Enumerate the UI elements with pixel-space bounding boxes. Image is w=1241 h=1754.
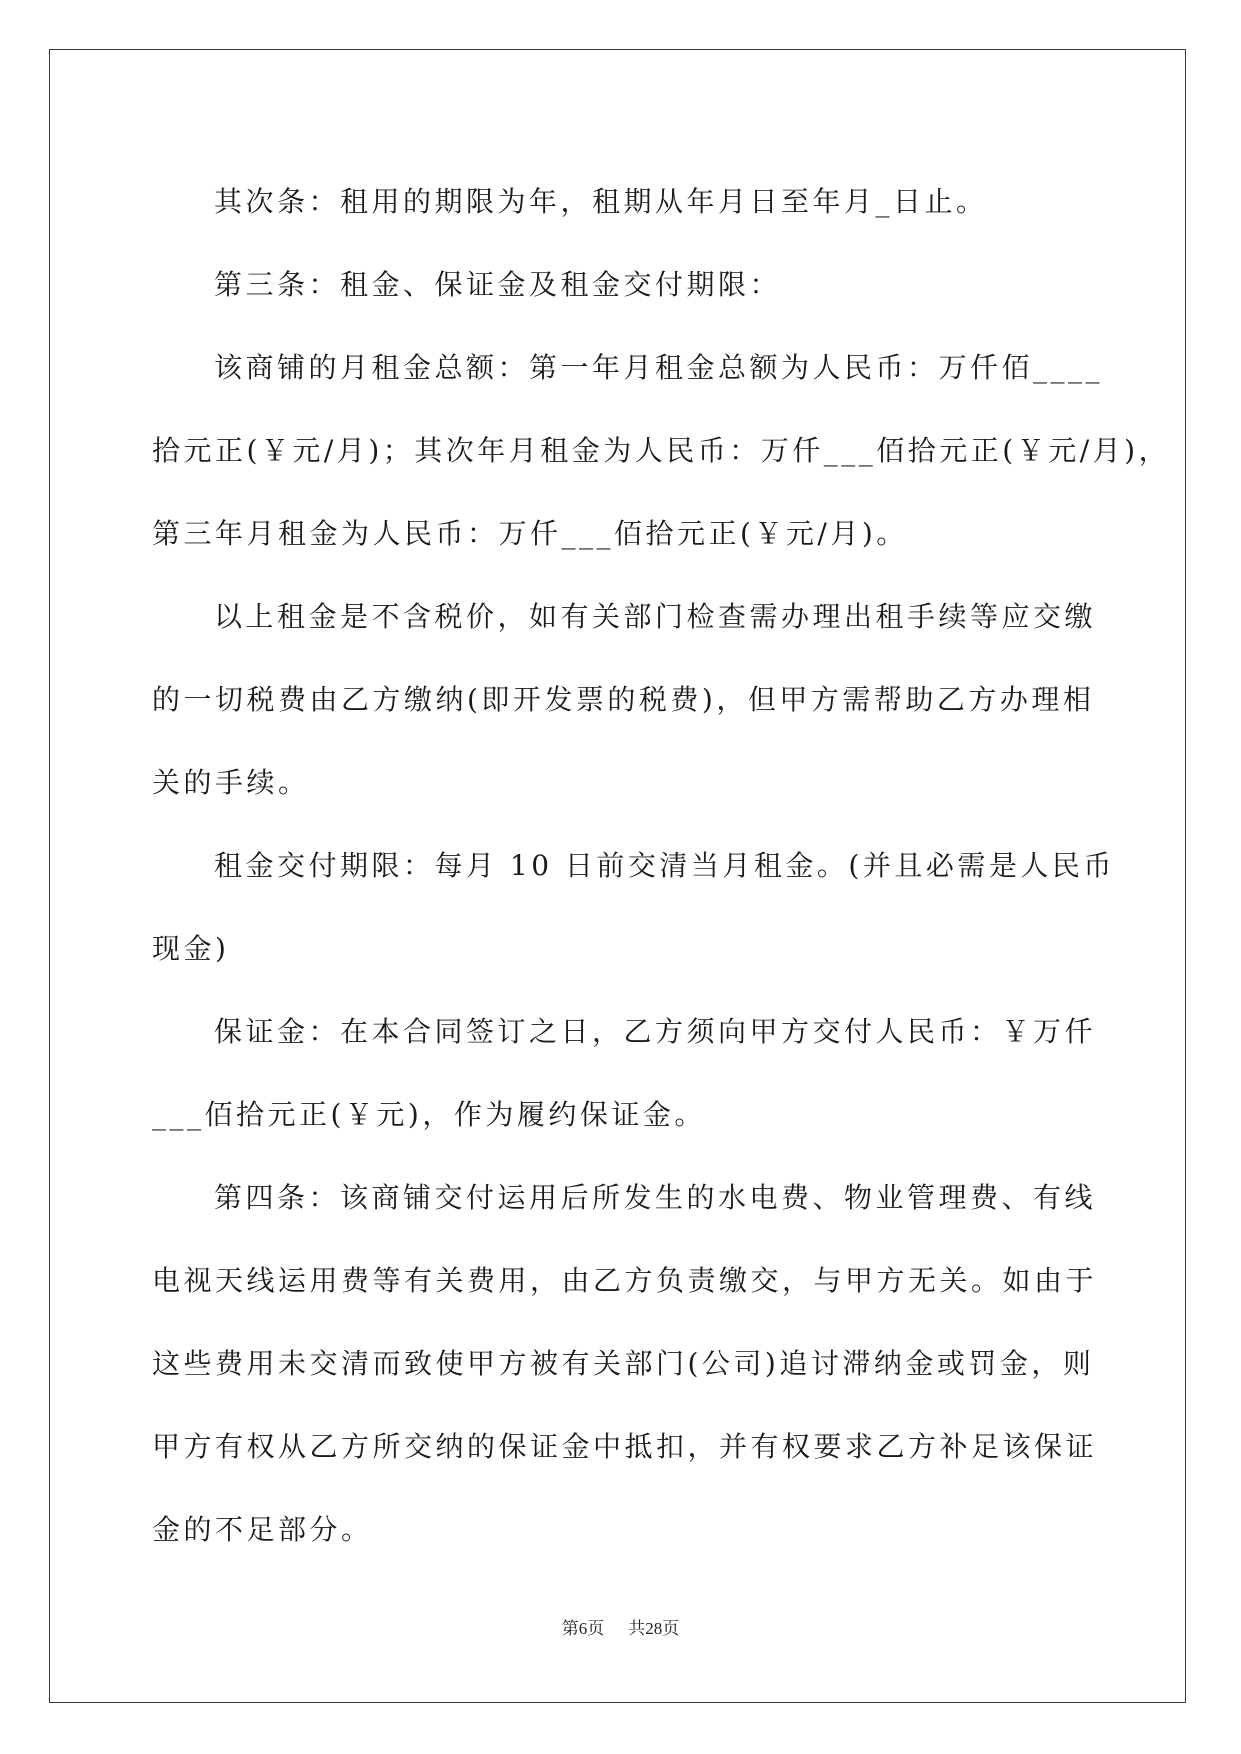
text-line: 该商铺的月租金总额：第一年月租金总额为人民币：万仟佰____ [214, 351, 1104, 384]
text-line: 金的不足部分。 [152, 1513, 373, 1546]
paragraph-article-three-heading [152, 243, 1087, 326]
text-line: 电视天线运用费等有关费用，由乙方负责缴交，与甲方无关。如由于 [152, 1264, 1098, 1297]
text-line: 保证金：在本合同签订之日，乙方须向甲方交付人民币：￥万仟 [214, 1015, 1097, 1048]
paragraph-lease-term [152, 160, 1087, 243]
text-line: 现金) [152, 932, 230, 965]
text-line: 其次条：租用的期限为年，租期从年月日至年月_日止。 [214, 185, 988, 218]
text-line: 这些费用未交清而致使甲方被有关部门(公司)追讨滞纳金或罚金，则 [152, 1347, 1095, 1380]
document-body [152, 160, 1171, 1571]
paragraph-monthly-rent [152, 326, 1171, 575]
text-line: 拾元正(￥元/月)；其次年月租金为人民币：万仟___佰拾元正(￥元/月)， [152, 434, 1171, 467]
text-line: ___佰拾元正(￥元)，作为履约保证金。 [152, 1098, 706, 1131]
text-line: 的一切税费由乙方缴纳(即开发票的税费)，但甲方需帮助乙方办理相 [152, 683, 1095, 716]
text-line: 关的手续。 [152, 766, 310, 799]
paragraph-tax-note [152, 575, 1097, 824]
text-line: 第三年月租金为人民币：万仟___佰拾元正(￥元/月)。 [152, 517, 908, 550]
page-number-current: 第6页 [561, 1619, 605, 1638]
paragraph-deposit [152, 990, 1097, 1156]
page-footer [0, 1614, 1241, 1639]
paragraph-article-four [152, 1156, 1098, 1571]
text-line: 第三条：租金、保证金及租金交付期限： [214, 268, 782, 301]
text-line: 甲方有权从乙方所交纳的保证金中抵扣，并有权要求乙方补足该保证 [152, 1430, 1098, 1463]
text-line: 第四条：该商铺交付运用后所发生的水电费、物业管理费、有线 [214, 1181, 1097, 1214]
page-number-total: 共28页 [628, 1619, 680, 1638]
paragraph-payment-deadline [152, 824, 1115, 990]
text-line: 租金交付期限：每月 10 日前交清当月租金。(并且必需是人民币 [214, 849, 1115, 882]
text-line: 以上租金是不含税价，如有关部门检查需办理出租手续等应交缴 [214, 600, 1097, 633]
